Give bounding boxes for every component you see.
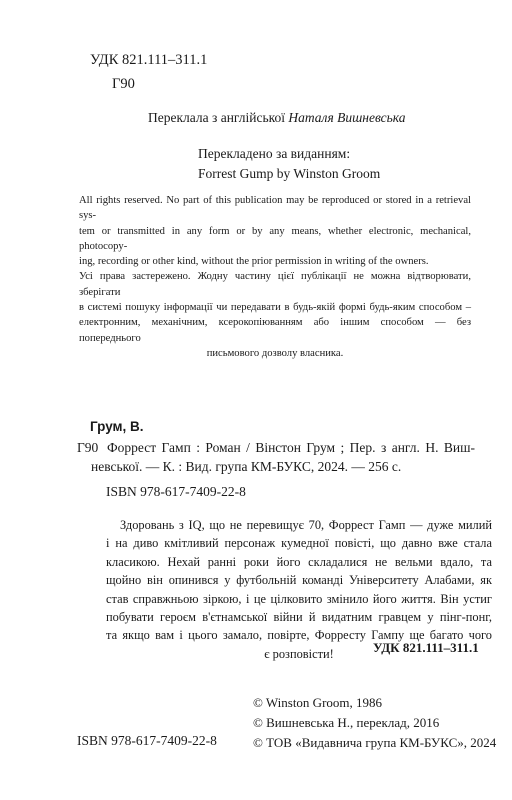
annotation-line: щойно він опинився у футбольній команді Університету Алабами, як bbox=[106, 573, 492, 588]
rights-uk-line: письмового дозволу власника. bbox=[206, 347, 344, 359]
translator-prefix: Переклала з англійської bbox=[148, 110, 286, 125]
author-code-top: Г90 bbox=[112, 76, 135, 92]
rights-notice bbox=[79, 193, 471, 361]
annotation-line: побувати героєм в'єтнамської війни й видатним гравцем у пінг-понг, bbox=[106, 610, 492, 625]
annotation-line: став справжньою зіркою, і це цілковито змінило його життя. Він устиг bbox=[106, 591, 492, 606]
edition-title: Forrest Gump by Winston Groom bbox=[198, 166, 381, 181]
rights-uk-line: електронним, механічним, ксерокопіюванням або іншим способом — без попереднього bbox=[79, 317, 471, 344]
isbn-bottom: ISBN 978-617-7409-22-8 bbox=[77, 733, 217, 748]
copyright-line: © Вишневська Н., переклад, 2016 bbox=[253, 715, 440, 730]
translator-credit bbox=[148, 110, 406, 126]
copyright-list bbox=[253, 693, 496, 753]
rights-en-line: All rights reserved. No part of this publication may be reproduced or stored in a retrieval sys- bbox=[79, 195, 471, 222]
annotation-line: є розповісти! bbox=[264, 646, 334, 661]
bib-line-1-text: Форрест Гамп : Роман / Вінстон Грум ; Пер. з англ. Н. Виш- bbox=[107, 440, 475, 455]
annotation-line: Здоровань з IQ, що не перевищує 70, Форрест Гамп — дуже милий bbox=[120, 518, 492, 532]
isbn-mid: ISBN 978-617-7409-22-8 bbox=[106, 484, 246, 499]
annotation-line: класикою. Нехай ранні роки його складалися не вельми вдало, та bbox=[106, 554, 492, 569]
copyright-line: © Winston Groom, 1986 bbox=[253, 695, 383, 710]
annotation-line: та якщо вам і цього замало, повірте, Форресту Гампу ще багато чого bbox=[106, 628, 492, 643]
bib-record bbox=[77, 438, 475, 476]
udk-code-right: УДК 821.111–311.1 bbox=[373, 640, 479, 655]
rights-uk-line: Усі права застережено. Жодну частину цієї публікації не можна відтворювати, зберігати bbox=[79, 271, 471, 298]
copyright-line: © ТОВ «Видавнича група КМ-БУКС», 2024 bbox=[253, 735, 497, 750]
bib-line-2: невської. — К. : Вид. група КМ-БУКС, 2024. — 256 с. bbox=[91, 459, 402, 474]
rights-uk-line: в системі пошуку інформації чи передавати в будь-якій формі будь-яким способом – bbox=[79, 302, 471, 314]
bib-author: Грум, В. bbox=[90, 419, 144, 434]
rights-en-line: ing, recording or other kind, without the prior permission in writing of the owners. bbox=[79, 256, 429, 268]
bib-code: Г90 bbox=[77, 440, 99, 455]
udk-code-top: УДК 821.111–311.1 bbox=[90, 52, 208, 68]
annotation-line: і на диво кмітливий персонаж кумедної повісті, що давно вже стала bbox=[106, 536, 492, 551]
edition-label: Перекладено за виданням: bbox=[198, 146, 351, 161]
rights-en-line: tem or transmitted in any form or by any means, whether electronic, mechanical, photocopy- bbox=[79, 225, 471, 252]
bib-line-1 bbox=[77, 438, 475, 457]
translator-name: Наталя Вишневська bbox=[288, 110, 406, 125]
